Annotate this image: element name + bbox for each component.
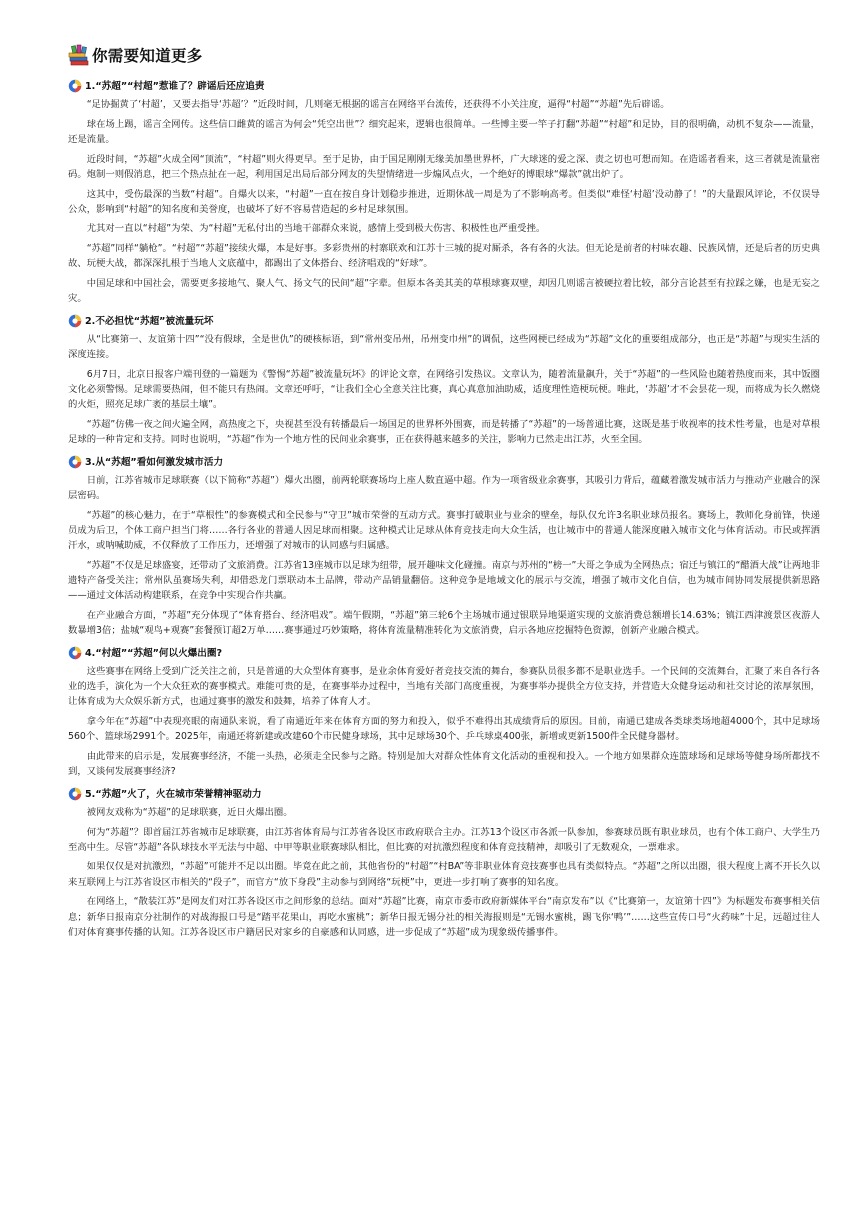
paragraph: 日前，江苏省城市足球联赛（以下简称“苏超”）爆火出圈，前两轮联赛场均上座人数直逼中超。作为一项省级业余赛事，其吸引力背后，蕴藏着激发城市活力与推动产业融合的深层密码。	[68, 474, 820, 502]
paragraph: 在网络上，“散装江苏”是网友们对江苏各设区市之间形象的总结。面对“苏超”比赛，南京市委市政府新媒体平台“南京发布”以《“比赛第一，友谊第十四”》为标题发布赛事相关信息；新华日报南京分社制作的对战海报口号是“踏平花果山，再吃水蜜桃”；新华日报无锡分社的相关海报则是“无锡水蜜桃，踢飞你‘鸭’”……这些宣传口号“火药味”十足，远超过往人们对体育赛事传播的认知。江苏各设区市户籍居民对家乡的自豪感和认同感，进一步促成了“苏超”成为现象级传播事件。	[68, 896, 820, 938]
paragraph: 这些赛事在网络上受到广泛关注之前，只是普通的大众型体育赛事，是业余体育爱好者竞技交流的舞台，参赛队员很多都不是职业选手。一个民间的交流舞台，汇聚了来自各行各业的选手，演化为一个大众狂欢的赛事模式。难能可贵的是，在赛事举办过程中，当地有关部门高度重视，为赛事举办提供全方位支持，并营造大众健身运动和社交讨论的浓厚氛围，让体育成为大众娱乐新方式，也通过赛事的激发和鼓舞，培养了体育人才。	[68, 665, 820, 708]
paragraph: 从“比赛第一、友谊第十四”“没有假球，全是世仇”的硬核标语，到“常州变吊州，吊州变巾州”的调侃，这些网梗已经成为“苏超”文化的重要组成部分，也正是“苏超”与现实生活的深度连接。	[68, 333, 820, 361]
paragraph: “苏超”同样“躺枪”。“村超”“苏超”接续火爆，本是好事。多彩贵州的村寨联欢和江苏十三城的捉对厮杀，各有各的火法。但无论是前者的村味农趣、民族风情，还是后者的历史典故、玩梗大战，都深深扎根于当地人文底蕴中，都踢出了文体搭台、经济唱戏的“好球”。	[68, 243, 820, 270]
paragraph: 近段时间，“苏超”火成全网“顶流”，“村超”则火得更早。至于足协，由于国足刚刚无缘美加墨世界杯，广大球迷的爱之深、责之切也可想而知。在造谣者看来，这三者就是流量密码。炮制一则假消息，把三个热点扯在一起，利用国足出局后部分网友的失望情绪进一步煽风点火，一个绝好的博眼球“爆款”就出炉了。	[68, 153, 820, 180]
page-header	[68, 40, 203, 70]
paragraph: 这其中，受伤最深的当数“村超”。自爆火以来，“村超”一直在按自身计划稳步推进，近期休战一周是为了不影响高考。但类似“难怪‘村超’没动静了！”的大量跟风评论，不仅误导公众，影响到“村超”的知名度和美誉度，也破坏了好不容易营造起的乡村足球氛围。	[68, 188, 820, 215]
section-bullet-icon	[68, 645, 82, 659]
section-heading	[68, 784, 820, 802]
section-title: 3.从“苏超”看如何激发城市活力	[85, 456, 224, 468]
paragraph: 如果仅仅是对抗激烈，“苏超”可能并不足以出圈。毕竟在此之前，其他省份的“村超”“村BA”等非职业体育竞技赛事也具有类似特点。“苏超”之所以出圈，很大程度上离不开长久以来互联网上与江苏省设区市相关的“段子”，而官方“放下身段”主动参与到网络“玩梗”中，更进一步打响了赛事的知名度。	[68, 861, 820, 888]
paragraph: 球在场上踢，谣言全网传。这些信口雌黄的谣言为何会“凭空出世”？细究起来，逻辑也很简单。一些博主要一竿子打翻“苏超”“村超”和足协，目的很明确，动机不复杂——流量，还是流量。	[68, 118, 820, 145]
section-title: 4.“村超”“苏超”何以火爆出圈?	[85, 647, 223, 659]
section-heading	[68, 452, 820, 470]
section-heading	[68, 311, 820, 329]
section-heading	[68, 76, 820, 94]
section-heading	[68, 643, 820, 661]
paragraph: “苏超”仿佛一夜之间火遍全网，高热度之下，央视甚至没有转播最后一场国足的世界杯外围赛，而是转播了“苏超”的一场普通比赛，这既是基于收视率的技术性考量，也是对草根足球的一种肯定和支持。同时也说明，“苏超”作为一个地方性的民间业余赛事，正在获得越来越多的关注，影响力已然走出江苏，火至全国。	[68, 418, 820, 446]
section-bullet-icon	[68, 454, 82, 468]
paragraph: 在产业融合方面，“苏超”充分体现了“体育搭台、经济唱戏”。端午假期，“苏超”第三轮6个主场城市通过银联异地渠道实现的文旅消费总额增长14.63%；镇江西津渡景区夜游人数暴增3倍；盐城“观鸟+观赛”套餐预订超2万单……赛事通过巧妙策略，将体育流量精准转化为文旅消费，启示各地应挖掘特色资源，创新产业融合模式。	[68, 609, 820, 637]
paragraph: 由此带来的启示是，发展赛事经济，不能一头热，必须走全民参与之路。特别是加大对群众性体育文化活动的重视和投入。一个地方如果群众连篮球场和足球场等健身场所都找不到，又谈何发展赛事经济?	[68, 750, 820, 778]
section-bullet-icon	[68, 78, 82, 92]
paragraph: 中国足球和中国社会，需要更多接地气、聚人气、扬文气的民间“超”字辈。但原本各美其美的草根球赛双壁，却因几则谣言被硬拉着比较，部分言论甚至有拉踩之嫌，也是无妄之灾。	[68, 278, 820, 305]
paragraph: “足协掘黄了‘村超’，又要去指导‘苏超’？”近段时间，几则毫无根据的谣言在网络平台流传，还获得不小关注度，逼得“村超”“苏超”先后辟谣。	[86, 99, 670, 110]
article-body	[68, 74, 820, 944]
paragraph: 拿今年在“苏超”中表现亮眼的南通队来说，看了南通近年来在体育方面的努力和投入，似乎不难得出其成绩背后的原因。目前，南通已建成各类球类场地超4000个，其中足球场560个、篮球场2991个。2025年，南通还将新建或改建60个市民健身球场，其中足球场30个、乒乓球桌400张，新增或更新1500件全民健身器材。	[68, 716, 820, 743]
section-title: 2.不必担忧“苏超”被流量玩坏	[85, 315, 214, 327]
paragraph: 被网友戏称为“苏超”的足球联赛，近日火爆出圈。	[86, 806, 293, 818]
paragraph: 尤其对一直以“村超”为荣、为“村超”无私付出的当地干部群众来说，感情上受到极大伤害、积极性也严重受挫。	[86, 223, 546, 235]
section-bullet-icon	[68, 313, 82, 327]
paragraph: “苏超”的核心魅力，在于“草根性”的参赛模式和全民参与“守卫”城市荣誉的互动方式。赛事打破职业与业余的壁垒，每队仅允许3名职业球员报名。赛场上，教师化身前锋，快递员成为后卫，个体工商户担当门将……各行各业的普通人因足球而相聚。这种模式让足球从体育竞技走向大众生活，也让城市中的普通人能深度融入城市文化与体育活动。市民或挥洒汗水，或呐喊助威，不仅释放了工作压力，还增强了对城市的认同感与归属感。	[68, 509, 820, 552]
section-title: 5.“苏超”火了，火在城市荣誉精神驱动力	[85, 788, 262, 800]
paragraph: 何为“苏超”？即首届江苏省城市足球联赛，由江苏省体育局与江苏省各设区市政府联合主办。江苏13个设区市各派一队参加，参赛球员既有职业球员，也有个体工商户、大学生乃至高中生。尽管“苏超”各队球技水平无法与中超、中甲等职业联赛球队相比，但比赛的对抗激烈程度和体育竞技精神，却吸引了无数观众，一票难求。	[68, 826, 820, 853]
page-title: 你需要知道更多	[92, 47, 203, 65]
section-bullet-icon	[68, 786, 82, 800]
paragraph: “苏超”不仅是足球盛宴，还带动了文旅消费。江苏省13座城市以足球为纽带，展开趣味文化碰撞。南京与苏州的“榜一”大哥之争成为全网热点；宿迁与镇江的“醋酒大战”让两地非遗特产备受关注；常州队虽赛场失利，却借恐龙门票联动本土品牌，带动产品销量翻倍。这种竞争是地域文化的展示与交流，增强了城市文化自信，也为城市间协同发展提供新思路——通过文体活动构建联系，在竞争中实现合作共赢。	[68, 559, 820, 602]
paragraph: 6月7日，北京日报客户端刊登的一篇题为《警惕“苏超”被流量玩坏》的评论文章，在网络引发热议。文章认为，随着流量飙升，关于“苏超”的一些风险也随着热度而来，其中饭圈文化必须警惕。足球需要热闹，但不能只有热闹。文章还呼吁，“让我们全心全意关注比赛，真心真意加油助威，适度理性造梗玩梗。唯此，‘苏超’才不会昙花一现，而将成为长久燃烧的火炬，照亮足球广袤的基层土壤”。	[68, 368, 820, 411]
section-title: 1.“苏超”“村超”惹谁了？辟谣后还应追责	[85, 81, 265, 92]
books-icon	[68, 43, 90, 67]
